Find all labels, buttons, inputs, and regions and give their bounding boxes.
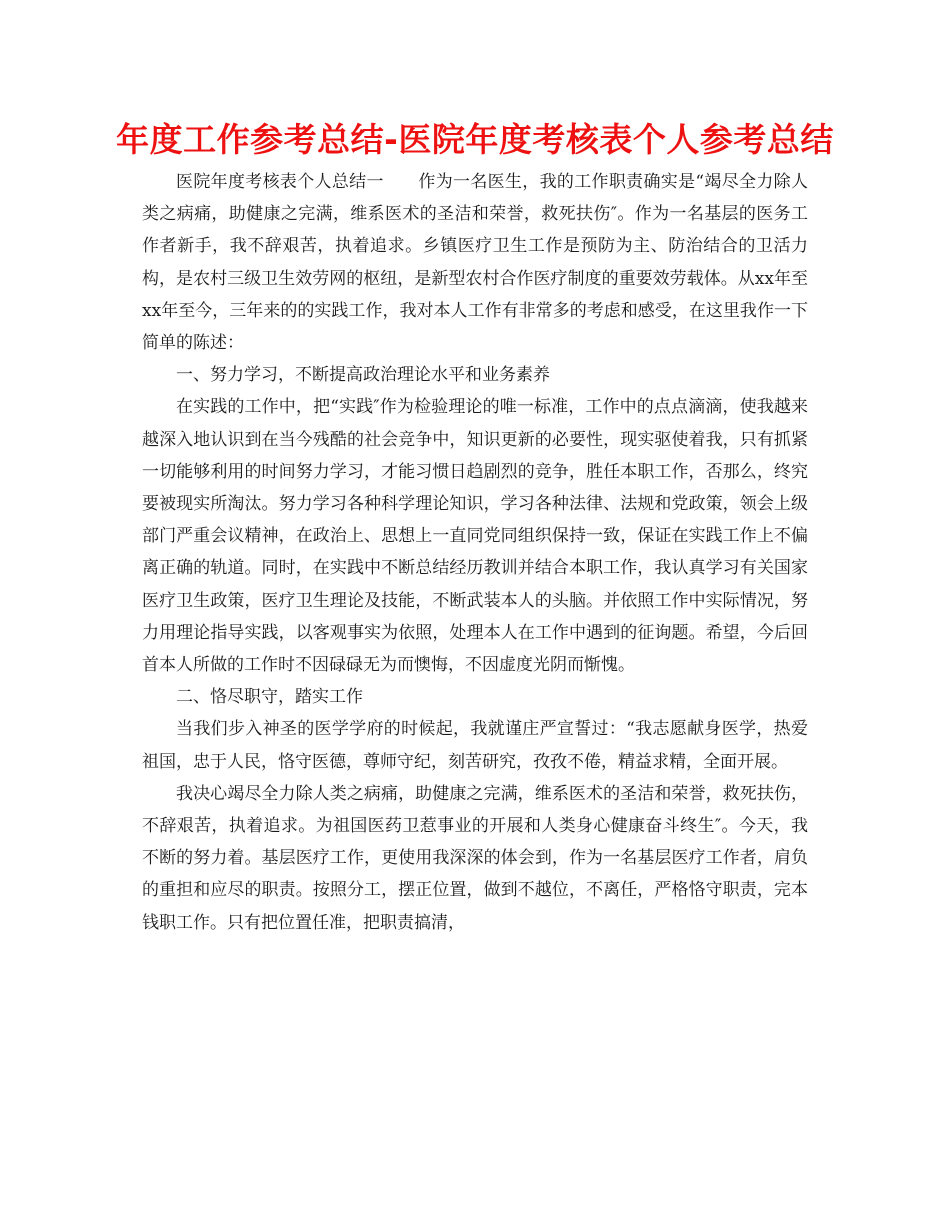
section-heading-2: 二、恪尽职守，踏实工作 [176, 687, 363, 708]
document-title: 年度工作参考总结-医院年度考核表个人参考总结 [116, 120, 834, 159]
paragraph-intro: 医院年度考核表个人总结一 作为一名医生，我的工作职责确实是“竭尽全力除人类之病痛，助健康之完满，维系医术的圣洁和荣誉，救死扶伤″。作为一名基层的医务工作者新手，我不辞艰苦，执着追求。乡镇医疗卫生工作是预防为主、防治结合的卫活力构，是农村三级卫生效劳网的枢纽，是新型农村合作医疗制度的重要效劳载体。从xx年至xx年至今，三年来的的实践工作，我对本人工作有非常多的考虑和感受，在这里我作一下简单的陈述： [142, 172, 808, 354]
paragraph-study: 在实践的工作中，把“实践″作为检验理论的唯一标准，工作中的点点滴滴，使我越来越深入地认识到在当今残酷的社会竞争中，知识更新的必要性，现实驱使着我，只有抓紧一切能够利用的时间努力学习，才能习惯日趋剧烈的竞争，胜任本职工作，否那么，终究要被现实所淘汰。努力学习各种科学理论知识，学习各种法律、法规和党政策，领会上级部门严重会议精神，在政治上、思想上一直同党同组织保持一致，保证在实践工作上不偏离正确的轨道。同时，在实践中不断总结经历教训并结合本职工作，我认真学习有关国家医疗卫生政策，医疗卫生理论及技能，不断武装本人的头脑。并依照工作中实际情况，努力用理论指导实践，以客观事实为依照，处理本人在工作中遇到的征询题。希望，今后回首本人所做的工作时不因碌碌无为而懊悔，不因虚度光阴而惭愧。 [142, 397, 808, 676]
paragraph-duty: 我决心竭尽全力除人类之病痛，助健康之完满，维系医术的圣洁和荣誉，救死扶伤，不辞艰苦，执着追求。为祖国医药卫惹事业的开展和人类身心健康奋斗终生″。今天，我不断的努力着。基层医疗工作，更使用我深深的体会到，作为一名基层医疗工作者，肩负的重担和应尽的职责。按照分工，摆正位置，做到不越位，不离任，严格恪守职责，完本钱职工作。只有把位置任准，把职责搞清， [142, 783, 808, 933]
paragraph-oath: 当我们步入神圣的医学学府的时候起，我就谨庄严宣誓过：“我志愿献身医学，热爱祖国，忠于人民，恪守医德，尊师守纪，刻苦研究，孜孜不倦，精益求精，全面开展。 [142, 719, 808, 772]
section-heading-1: 一、努力学习，不断提高政治理论水平和业务素养 [176, 365, 550, 386]
document-body [142, 166, 808, 939]
